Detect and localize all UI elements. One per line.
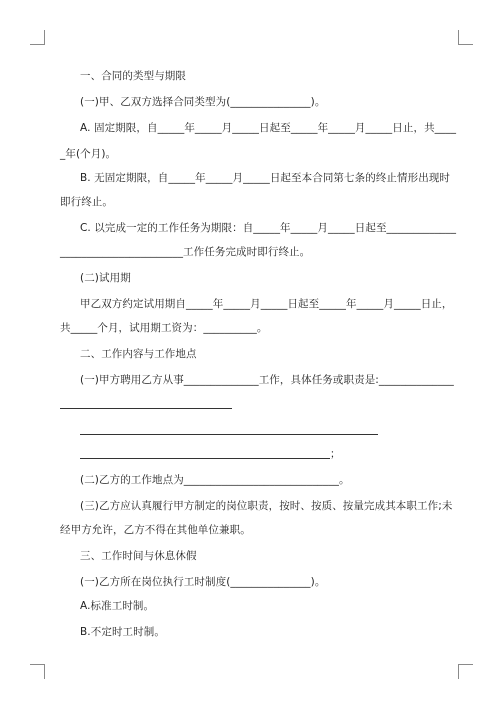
standard-hours-option: A.标准工时制。 (80, 600, 155, 612)
flexible-hours-option: B.不定时工时制。 (80, 626, 165, 638)
duty-blank-line-1 (60, 408, 232, 409)
section-1-heading: 一、合同的类型与期限 (80, 70, 186, 82)
option-b-line-1: B. 无固定期限，自_____年_____月_____日起至本合同第七条的终止情形出现时 (80, 172, 451, 184)
probation-line-1: 甲乙双方约定试用期自_____年_____月_____日起至_____年_____月_____日止， (80, 298, 453, 310)
contract-type-line: (一)甲、乙双方选择合同类型为(_______________)。 (80, 96, 326, 108)
work-location-line: (二)乙方的工作地点为_____________________________。 (80, 474, 350, 486)
crop-mark-bottom-right (458, 664, 473, 679)
option-a-line-2: _年(个月)。 (60, 148, 117, 160)
option-c-line-2: _______________________工作任务完成时即行终止。 (60, 246, 311, 258)
duties-compliance-line-2: 经甲方允许，乙方不得在其他单位兼职。 (60, 524, 251, 536)
duty-blank-line-2 (80, 434, 378, 435)
option-b-line-2: 即行终止。 (60, 196, 113, 208)
crop-mark-bottom-left (30, 664, 45, 679)
section-2-heading: 二、工作内容与工作地点 (80, 348, 197, 360)
section-3-heading: 三、工作时间与休息休假 (80, 550, 197, 562)
option-a-line-1: A. 固定期限，自_____年_____月_____日起至_____年_____月_____日止，共____ (80, 122, 457, 134)
job-duty-line: (一)甲方聘用乙方从事______________工作，具体任务或职责是:______________ (80, 374, 454, 386)
probation-heading: (二)试用期 (80, 272, 131, 284)
duty-blank-line-3 (80, 458, 330, 459)
probation-line-2: 共_____个月，试用期工资为：__________。 (60, 322, 268, 334)
crop-mark-top-right (458, 30, 473, 45)
option-c-line-1: C. 以完成一定的工作任务为期限：自_____年_____月_____日起至_____________ (80, 222, 457, 234)
working-hours-line: (一)乙方所在岗位执行工时制度(_______________)。 (80, 576, 326, 588)
duties-compliance-line-1: (三)乙方应认真履行甲方制定的岗位职责，按时、按质、按量完成其本职工作;未 (80, 500, 453, 512)
duty-semicolon: ； (330, 448, 341, 460)
crop-mark-top-left (30, 30, 45, 45)
